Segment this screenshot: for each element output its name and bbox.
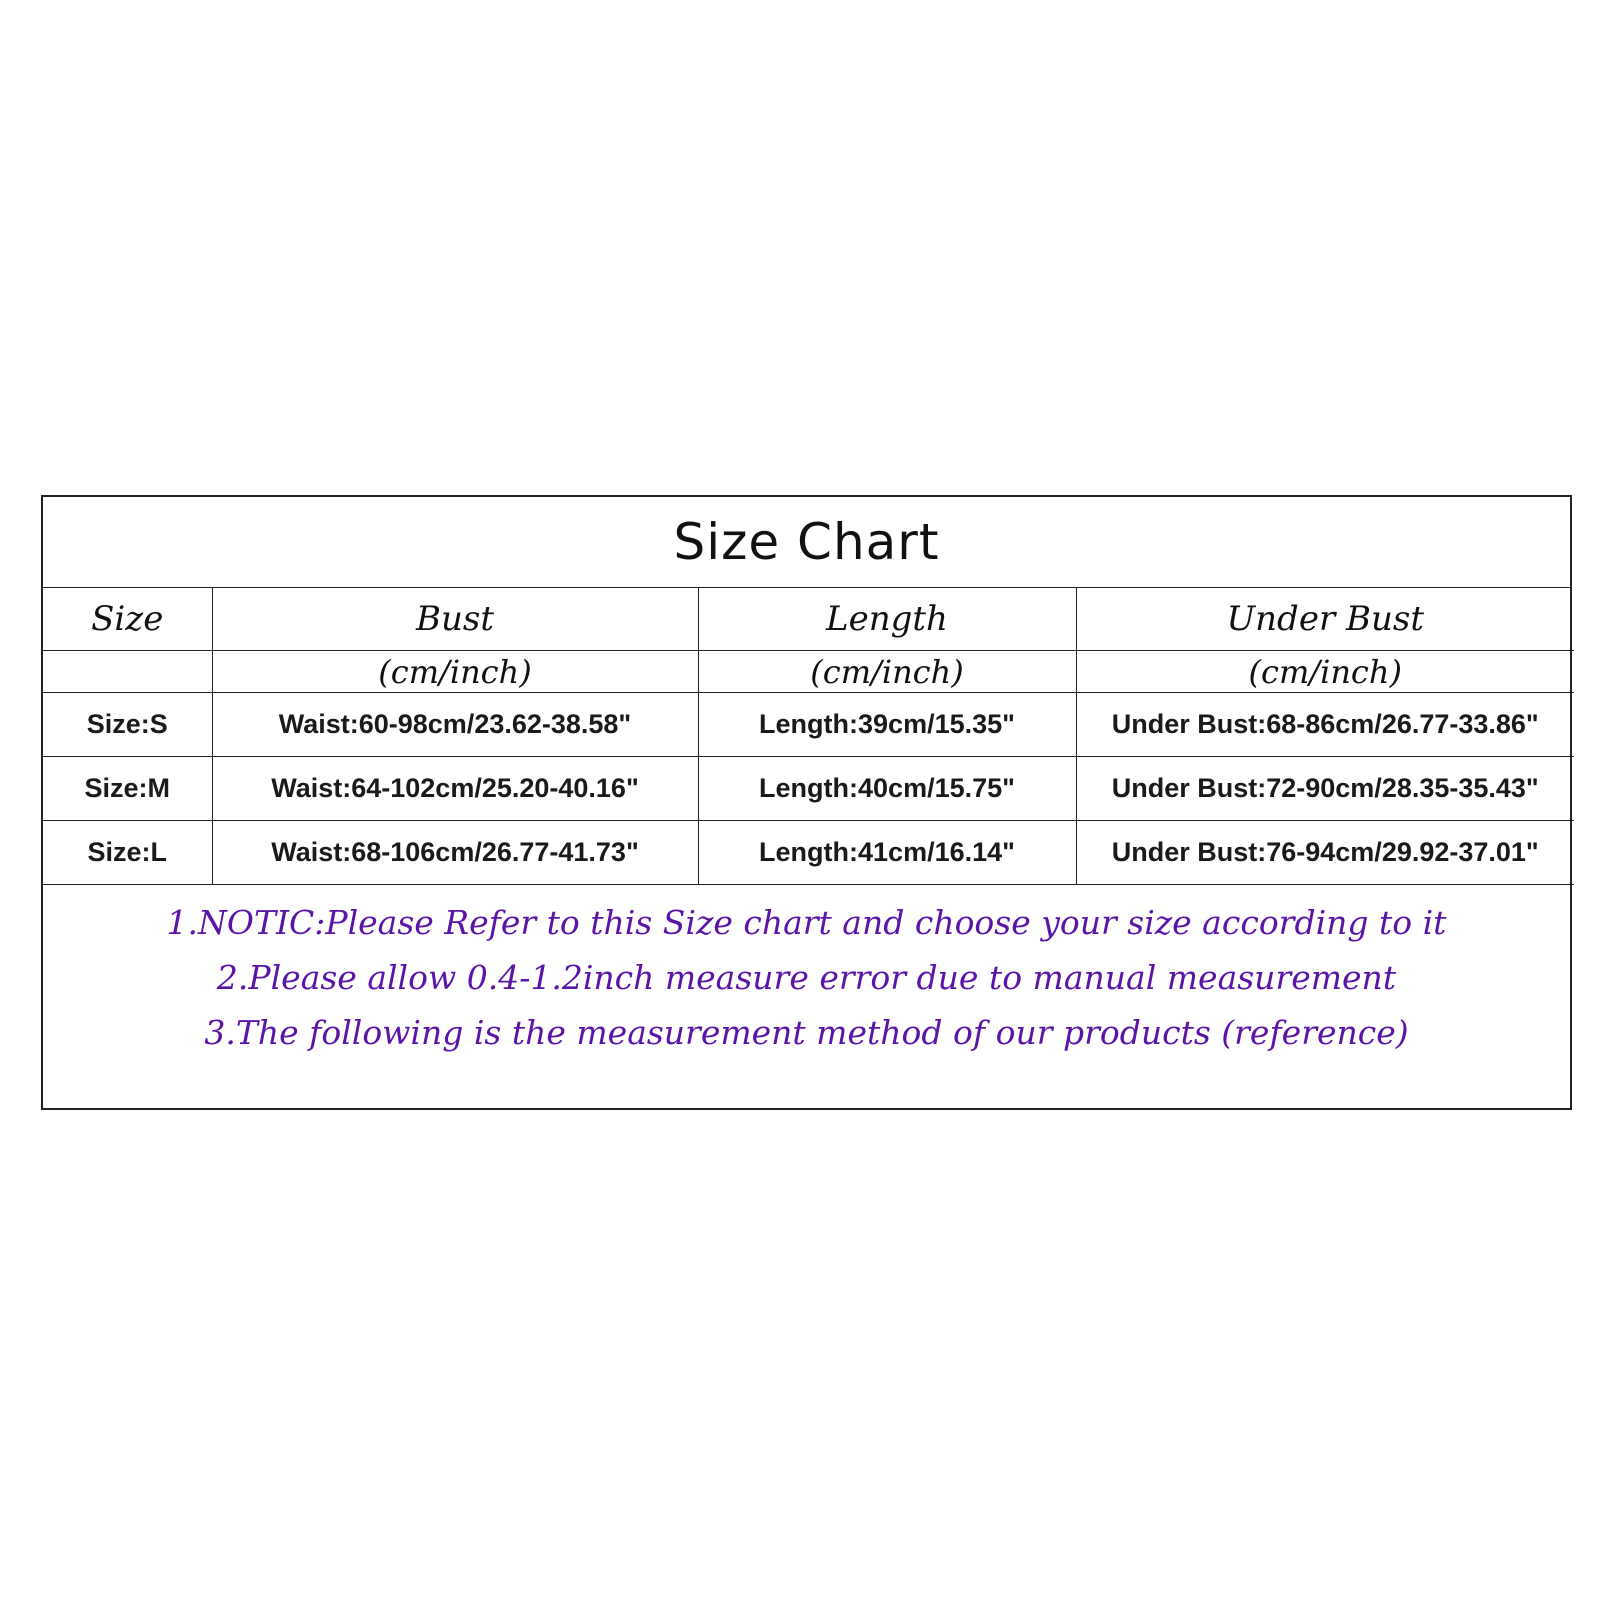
length-cell: Length:40cm/15.75" bbox=[698, 757, 1076, 821]
under-bust-cell: Under Bust:68-86cm/26.77-33.86" bbox=[1076, 693, 1574, 757]
header-bust: Bust bbox=[212, 588, 698, 651]
chart-title: Size Chart bbox=[43, 497, 1570, 588]
unit-under-bust: (cm/inch) bbox=[1076, 651, 1574, 693]
header-length: Length bbox=[698, 588, 1076, 651]
size-cell: Size:L bbox=[43, 821, 212, 885]
size-table bbox=[43, 588, 1574, 885]
notes-section bbox=[43, 895, 1570, 1060]
table-row bbox=[43, 693, 1574, 757]
header-under-bust: Under Bust bbox=[1076, 588, 1574, 651]
size-chart bbox=[41, 495, 1572, 1110]
header-row bbox=[43, 588, 1574, 651]
unit-length: (cm/inch) bbox=[698, 651, 1076, 693]
header-size: Size bbox=[43, 588, 212, 651]
size-cell: Size:M bbox=[43, 757, 212, 821]
under-bust-cell: Under Bust:72-90cm/28.35-35.43" bbox=[1076, 757, 1574, 821]
note-line: 3.The following is the measurement method of our products (reference) bbox=[204, 1013, 1409, 1052]
note-line: 1.NOTIC:Please Refer to this Size chart and choose your size according to it bbox=[166, 903, 1447, 942]
note-line: 2.Please allow 0.4-1.2inch measure error due to manual measurement bbox=[216, 958, 1397, 997]
under-bust-cell: Under Bust:76-94cm/29.92-37.01" bbox=[1076, 821, 1574, 885]
waist-cell: Waist:68-106cm/26.77-41.73" bbox=[212, 821, 698, 885]
waist-cell: Waist:60-98cm/23.62-38.58" bbox=[212, 693, 698, 757]
unit-row bbox=[43, 651, 1574, 693]
table-row bbox=[43, 757, 1574, 821]
waist-cell: Waist:64-102cm/25.20-40.16" bbox=[212, 757, 698, 821]
unit-size bbox=[43, 651, 212, 693]
unit-bust: (cm/inch) bbox=[212, 651, 698, 693]
table-row bbox=[43, 821, 1574, 885]
length-cell: Length:41cm/16.14" bbox=[698, 821, 1076, 885]
length-cell: Length:39cm/15.35" bbox=[698, 693, 1076, 757]
size-cell: Size:S bbox=[43, 693, 212, 757]
